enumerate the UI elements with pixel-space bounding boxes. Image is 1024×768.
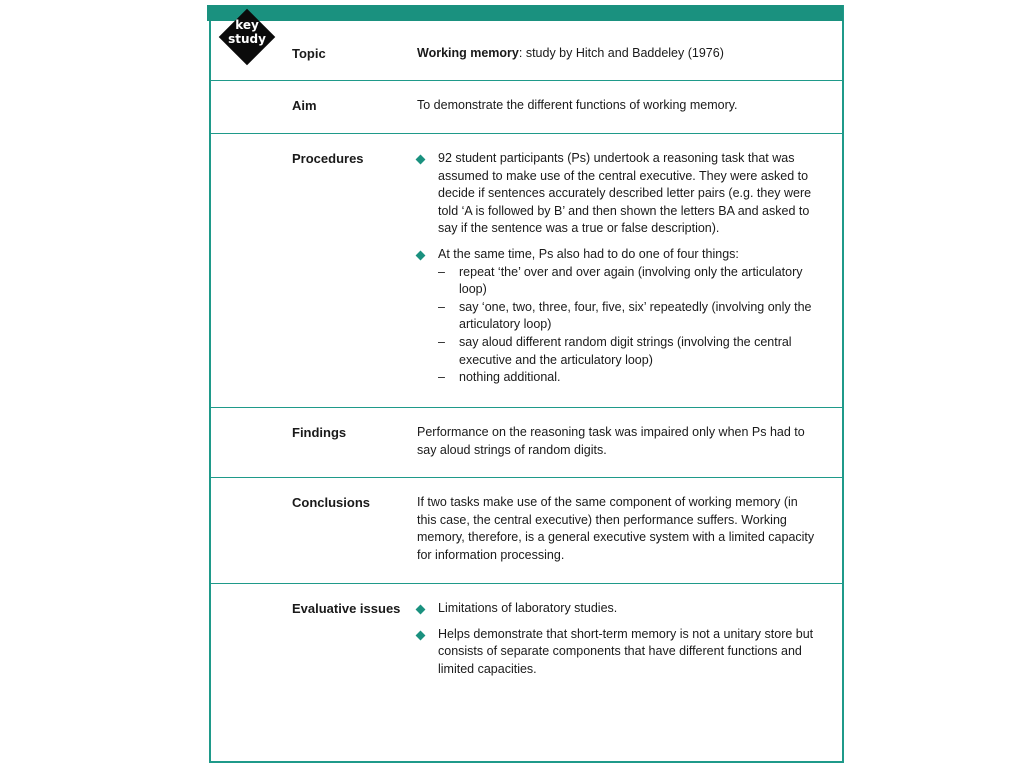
diamond-bullet-icon <box>416 155 426 165</box>
row-procedures <box>209 134 842 408</box>
key-study-badge <box>219 9 275 65</box>
procedures-sub-2-text: say ‘one, two, three, four, five, six’ repeatedly (involving only the articulatory loop) <box>459 299 812 332</box>
procedures-bullet-2-text: At the same time, Ps also had to do one of four things: <box>438 246 739 261</box>
aim-label: Aim <box>292 98 317 113</box>
procedures-bullet-1 <box>417 150 819 238</box>
header-bar <box>207 5 843 21</box>
procedures-bullet-2 <box>417 246 819 387</box>
procedures-sub-4 <box>438 369 819 387</box>
procedures-label: Procedures <box>292 151 364 166</box>
topic-title-rest: : study by Hitch and Baddeley (1976) <box>518 46 724 60</box>
aim-content <box>417 97 819 115</box>
diamond-bullet-icon <box>416 605 426 615</box>
evaluative-bullet-1 <box>417 600 819 618</box>
procedures-bullet-1-text: 92 student participants (Ps) undertook a reasoning task that was assumed to make use of the central executive. They were asked to decide if sentences accurately described letter pairs (e.g. they were told ‘A is followed by B’ and then shown the letters BA and asked to say if the sentence was a true or false description). <box>438 151 812 236</box>
topic-content <box>417 45 819 63</box>
findings-text: Performance on the reasoning task was impaired only when Ps had to say aloud strings of random digits. <box>417 425 805 457</box>
procedures-sub-3 <box>438 334 819 369</box>
dash-marker: – <box>438 299 445 314</box>
conclusions-content <box>417 494 819 564</box>
evaluative-bullet-2-text: Helps demonstrate that short-term memory is not a unitary store but consists of separate components that have different functions and limited capacities. <box>438 626 814 676</box>
dash-marker: – <box>438 334 445 349</box>
badge-line-2: study <box>228 32 266 46</box>
procedures-sub-3-text: say aloud different random digit strings (involving the central executive and the articulatory loop) <box>459 334 792 367</box>
conclusions-text: If two tasks make use of the same component of working memory (in this case, the central executive) then performance suffers. Working memory, therefore, is a general executive system with a limited capacity for information processing. <box>417 495 815 562</box>
evaluative-content <box>417 600 819 686</box>
aim-text: To demonstrate the different functions of working memory. <box>417 98 738 112</box>
row-aim <box>209 81 842 134</box>
row-conclusions <box>209 478 842 584</box>
evaluative-bullet-1-text: Limitations of laboratory studies. <box>438 601 618 615</box>
procedures-sub-1-text: repeat ‘the’ over and over again (involving only the articulatory loop) <box>459 264 803 297</box>
row-evaluative-issues <box>209 584 842 761</box>
row-topic <box>209 21 842 81</box>
badge-line-1: key <box>235 18 259 32</box>
topic-title-bold: Working memory <box>417 46 519 60</box>
diamond-bullet-icon <box>416 630 426 640</box>
row-findings <box>209 408 842 478</box>
procedures-sub-2 <box>438 299 819 334</box>
procedures-sub-4-text: nothing additional. <box>459 370 561 385</box>
topic-label: Topic <box>292 46 326 61</box>
diamond-bullet-icon <box>416 251 426 261</box>
conclusions-label: Conclusions <box>292 495 371 510</box>
evaluative-bullet-2 <box>417 626 819 679</box>
procedures-content <box>417 150 819 387</box>
badge-text <box>219 18 275 46</box>
findings-content <box>417 424 819 459</box>
dash-marker: – <box>438 264 445 279</box>
dash-marker: – <box>438 370 445 385</box>
evaluative-label: Evaluative issues <box>292 601 401 616</box>
procedures-sub-1 <box>438 264 819 299</box>
findings-label: Findings <box>292 425 347 440</box>
